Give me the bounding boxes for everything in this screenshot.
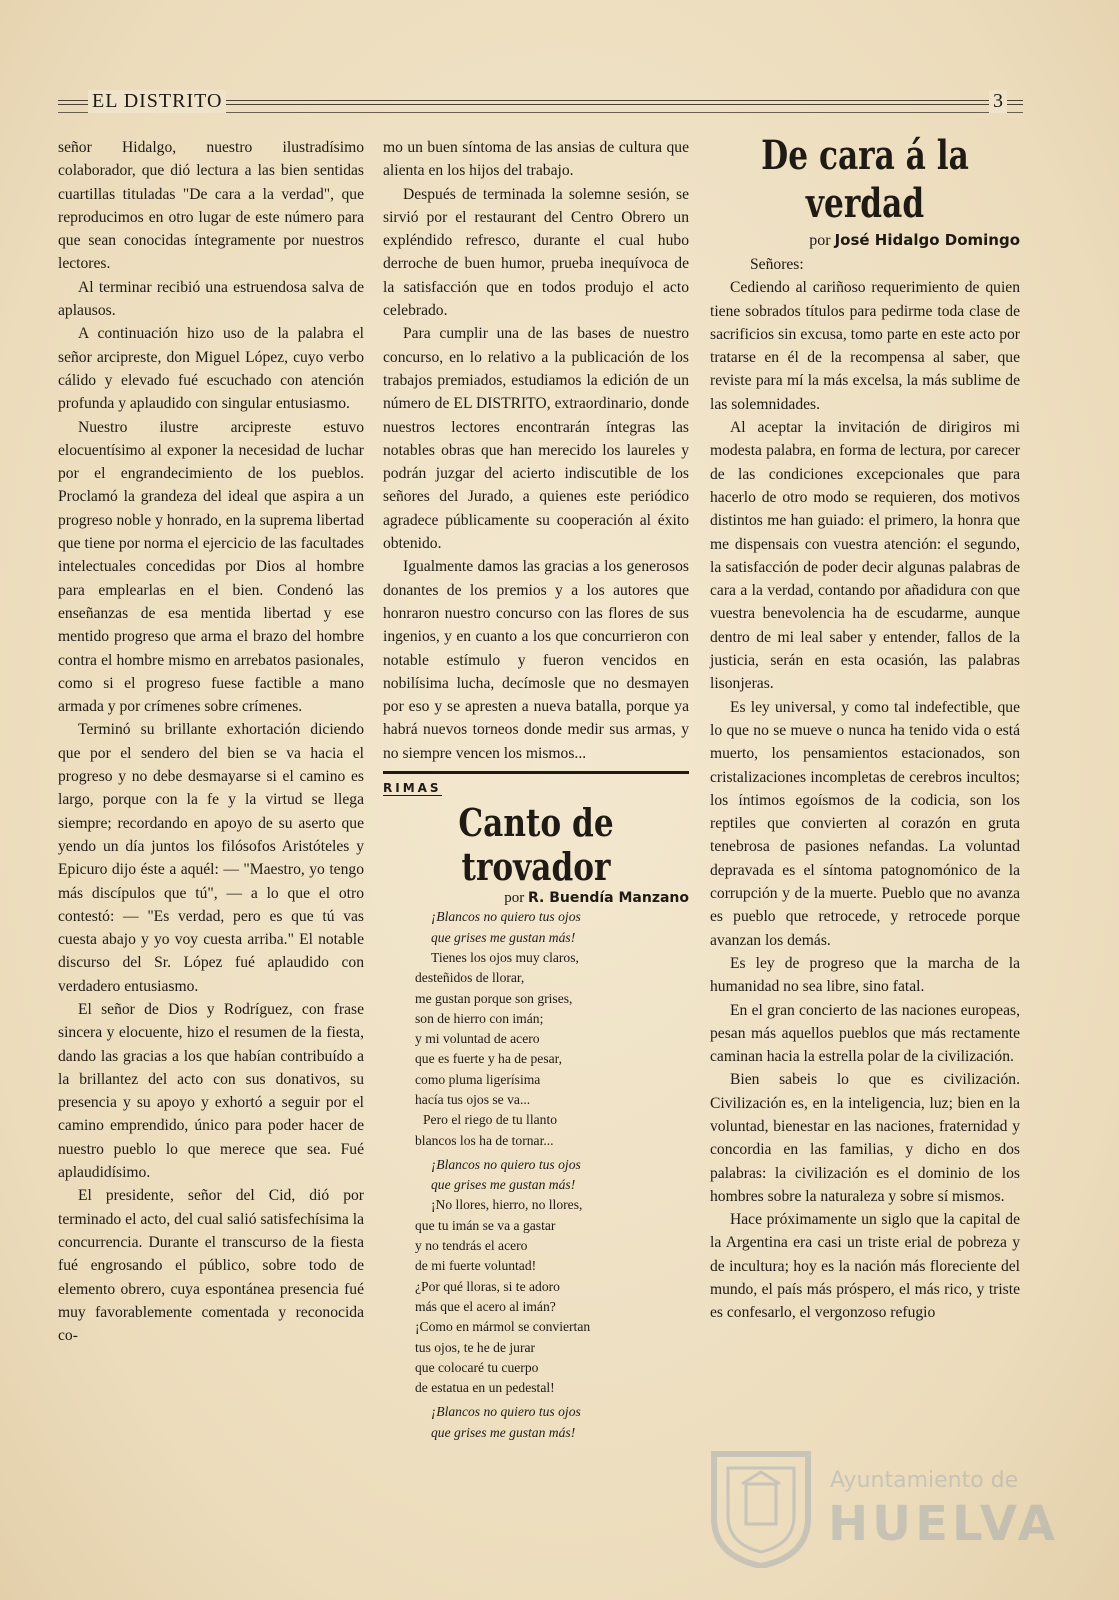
poem-line: que es fuerte y ha de pesar, <box>415 1051 563 1067</box>
poem-line: Pero el riego de tu llanto <box>423 1112 558 1128</box>
section-label: RIMAS <box>383 781 442 796</box>
paragraph: Después de terminada la solemne sesión, se sirvió por el restaurant del Centro Obrero un expléndido refresco, durante el cual hubo derroche de buen humor, prueba inequívoca de la satisfacción que en todos produjo el acto celebrado. <box>383 185 689 320</box>
poem-body <box>383 907 689 1443</box>
poem-line: que colocaré tu cuerpo <box>415 1359 539 1375</box>
poem-line: son de hierro con imán; <box>415 1010 544 1026</box>
byline-por: por <box>504 890 525 907</box>
watermark-line2: HUELVA <box>828 1496 1059 1552</box>
newspaper-title: EL DISTRITO <box>88 90 226 113</box>
archive-watermark <box>706 1448 1059 1568</box>
paragraph: Nuestro ilustre arcipreste estuvo elocuentísimo al exponer la necesidad de luchar por el engrandecimiento de los pueblos. Proclamó la grandeza del ideal que aspira a un progreso noble y honrado, en la suprema libertad que tiene por norma el ejercicio de las facultades intelectuales concedidas por Dios al hombre para emplearlas en el bien. Condenó las enseñanzas de esa mentida libertad y ese mentido progreso que arma el brazo del hombre contra el hombre mismo en arrebatos pasionales, como si el progreso fuese factible a mano armada y por crímenes sobre crímenes. <box>58 418 364 716</box>
poem-refrain-line: ¡Blancos no quiero tus ojos <box>431 909 581 925</box>
poem-line: Tienes los ojos muy claros, <box>431 949 579 965</box>
poem-line: ¡No llores, hierro, no llores, <box>431 1197 583 1213</box>
article-author: José Hidalgo Domingo <box>834 231 1020 249</box>
section-divider <box>383 771 689 774</box>
article-byline <box>710 228 1020 253</box>
column-1 <box>58 136 364 1347</box>
paragraph: El señor de Dios y Rodríguez, con frase sincera y elocuente, hizo el resumen de la fiesta, dando las gracias a los que habían contribuído a la brillantez del acto con sus donativos, su presencia y su apoyo y exhortó a seguir por el camino emprendido, único para poder hacer de nuestro pueblo lo que merece que sea. Fué aplaudidísimo. <box>58 1000 364 1182</box>
poem-refrain-line: que grises me gustan más! <box>431 1424 576 1440</box>
poem-refrain-line: ¡Blancos no quiero tus ojos <box>431 1156 581 1172</box>
poem-line: blancos los ha de tornar... <box>415 1132 554 1148</box>
page-number: 3 <box>989 90 1007 113</box>
paragraph: A continuación hizo uso de la palabra el señor arcipreste, don Miguel López, cuyo verbo cálido y elevado fué escuchado con atención profunda y aplaudido con singular entusiasmo. <box>58 325 364 413</box>
poem-line: tus ojos, te he de jurar <box>415 1339 536 1355</box>
poem-line: me gustan porque son grises, <box>415 990 573 1006</box>
paragraph: Bien sabeis lo que es civilización. Civilización es, en la inteligencia, luz; bien en la voluntad, bienestar en las naciones, fraternidad y concordia en las familias, y dicho en dos palabras: la civilización es el dominio de los hombres sobre la naturaleza y sobre sí mismos. <box>710 1071 1020 1205</box>
paragraph: Al aceptar la invitación de dirigiros mi modesta palabra, en forma de lectura, por carecer de las condiciones excepcionales que para hacerlo de otro modo se requieren, dos motivos distintos me han guiado: el primero, la honra que me dispensais con vuestra atención: el segundo, la satisfacción de poder decir algunas palabras de cara a la verdad, contando por añadidura con que vuestra benevolencia ha de escudarme, aunque dentro de mi leal saber y entender, fallos de la justicia, serán en esta ocasión, las palabras lisonjeras. <box>710 419 1020 693</box>
paragraph: Para cumplir una de las bases de nuestro concurso, en lo relativo a la publicación de los trabajos premiados, estudiamos la edición de un número de EL DISTRITO, extraordinario, donde nuestros lectores encontrarán íntegras las notables obras que han merecido los laureles y podrán juzgar del acierto indiscutible de los señores del Jurado, a quienes este periódico agradece públicamente su cooperación al éxito obtenido. <box>383 325 689 553</box>
paragraph: señor Hidalgo, nuestro ilustradísimo colaborador, que dió lectura a las bien sentidas cuartillas tituladas "De cara a la verdad", que reproducimos en otro lugar de este número para que sean conocidas íntegramente por nuestros lectores. <box>58 139 364 273</box>
poem-line: de estatua en un pedestal! <box>415 1380 555 1396</box>
poem-line: ¡Como en mármol se conviertan <box>415 1319 591 1335</box>
poem-line: desteñidos de llorar, <box>415 970 525 986</box>
paragraph: En el gran concierto de las naciones europeas, pesan más aquellos pueblos que más rectamente caminan hacia la estrella polar de la civilización. <box>710 1001 1020 1066</box>
poem-line: ¿Por qué lloras, si te adoro <box>415 1278 560 1294</box>
poem-refrain-line: que grises me gustan más! <box>431 929 576 945</box>
paragraph: Al terminar recibió una estruendosa salva de aplausos. <box>58 278 364 320</box>
poem-line: que tu imán se va a gastar <box>415 1217 556 1233</box>
poem-byline <box>383 889 689 907</box>
poem-line: y no tendrás el acero <box>415 1238 528 1254</box>
poem-author: R. Buendía Manzano <box>528 890 689 907</box>
poem-title: Canto de trovador <box>458 800 614 890</box>
paragraph: mo un buen síntoma de las ansias de cultura que alienta en los hijos del trabajo. <box>383 139 689 180</box>
poem-line: como pluma ligerísima <box>415 1071 541 1087</box>
poem-line: y mi voluntad de acero <box>415 1031 540 1047</box>
poem-line: hacía tus ojos se va... <box>415 1091 531 1107</box>
page-header <box>58 86 1023 116</box>
column-2 <box>383 136 689 1443</box>
paragraph: Igualmente damos las gracias a los generosos donantes de los premios y a los autores que honraron nuestro concurso con las flores de sus ingenios, y en cuanto a los que concurrieron con notable estímulo y fueron vencidos en nobilísima lucha, decímosle que no desmayen por eso y se apresten a nueva batalla, porque ya habrá nuevos torneos donde medir sus armas, y no siempre vencen los mismos... <box>383 558 689 762</box>
paragraph: Hace próximamente un siglo que la capital de la Argentina era casi un triste erial de pobreza y de incultura; hoy es la nación más floreciente del mundo, el país más próspero, el más rico, y triste es confesarlo, el vergonzoso refugio <box>710 1211 1020 1322</box>
paragraph: Es ley de progreso que la marcha de la humanidad no sea libre, sino fatal. <box>710 954 1020 996</box>
column-3 <box>710 132 1020 1325</box>
article-title: De cara á la verdad <box>761 132 969 227</box>
paragraph: El presidente, señor del Cid, dió por terminado el acto, del cual salió satisfechísima la concurrencia. Durante el transcurso de la fiesta fué engrosando el público, sobre todo de elemento obrero, cuya espontánea presencia fué muy favorablemente comentada y reconocida co- <box>58 1187 364 1345</box>
poem-line: más que el acero al imán? <box>415 1298 556 1314</box>
paragraph: Es ley universal, y como tal indefectible, que lo que no se mueve o nunca ha tenido vida o está muerto, los pensamientos estacionados, son cristalizaciones incompletas de cerebros incultos; los íntimos egoísmos de la codicia, son los reptiles que convierten al corazón en gruta tenebrosa de pasiones nefandas. La voluntad depravada es el síntoma patognomónico de la corrupción y de la muerte. Pueblo que no avanza es pueblo que retrocede, y retrocede porque avanzan los demás. <box>710 698 1020 949</box>
paragraph: Cediendo al cariñoso requerimiento de quien tiene sobrados títulos para pedirme toda clase de sacrificios sin excusa, tomo parte en este acto por tratarse en él de la recompensa al saber, que reviste para mí la más excelsa, la más sublime de las solemnidades. <box>710 279 1020 413</box>
byline-por: por <box>809 232 831 249</box>
salutation: Señores: <box>750 256 804 273</box>
poem-line: de mi fuerte voluntad! <box>415 1258 537 1274</box>
coat-of-arms-icon <box>706 1448 816 1568</box>
paragraph: Terminó su brillante exhortación diciendo que por el sendero del bien se va hacia el progreso y no debe desmayarse si el camino es largo, porque con la fe y la virtud se llega siempre; recordando en apoyo de su aserto que yendo un día juntos los filósofos Aristóteles y Epicuro dijo éste a aquél: — "Maestro, yo tengo más discípulos que tú", — a lo que el otro contestó: — "Es verdad, pero es que tú vas cuesta abajo y yo voy cuesta arriba." El notable discurso del Sr. López fué aplaudido con verdadero entusiasmo. <box>58 721 364 995</box>
poem-refrain-line: ¡Blancos no quiero tus ojos <box>431 1404 581 1420</box>
watermark-line1: Ayuntamiento de <box>830 1468 1019 1493</box>
poem-refrain-line: que grises me gustan más! <box>431 1177 576 1193</box>
